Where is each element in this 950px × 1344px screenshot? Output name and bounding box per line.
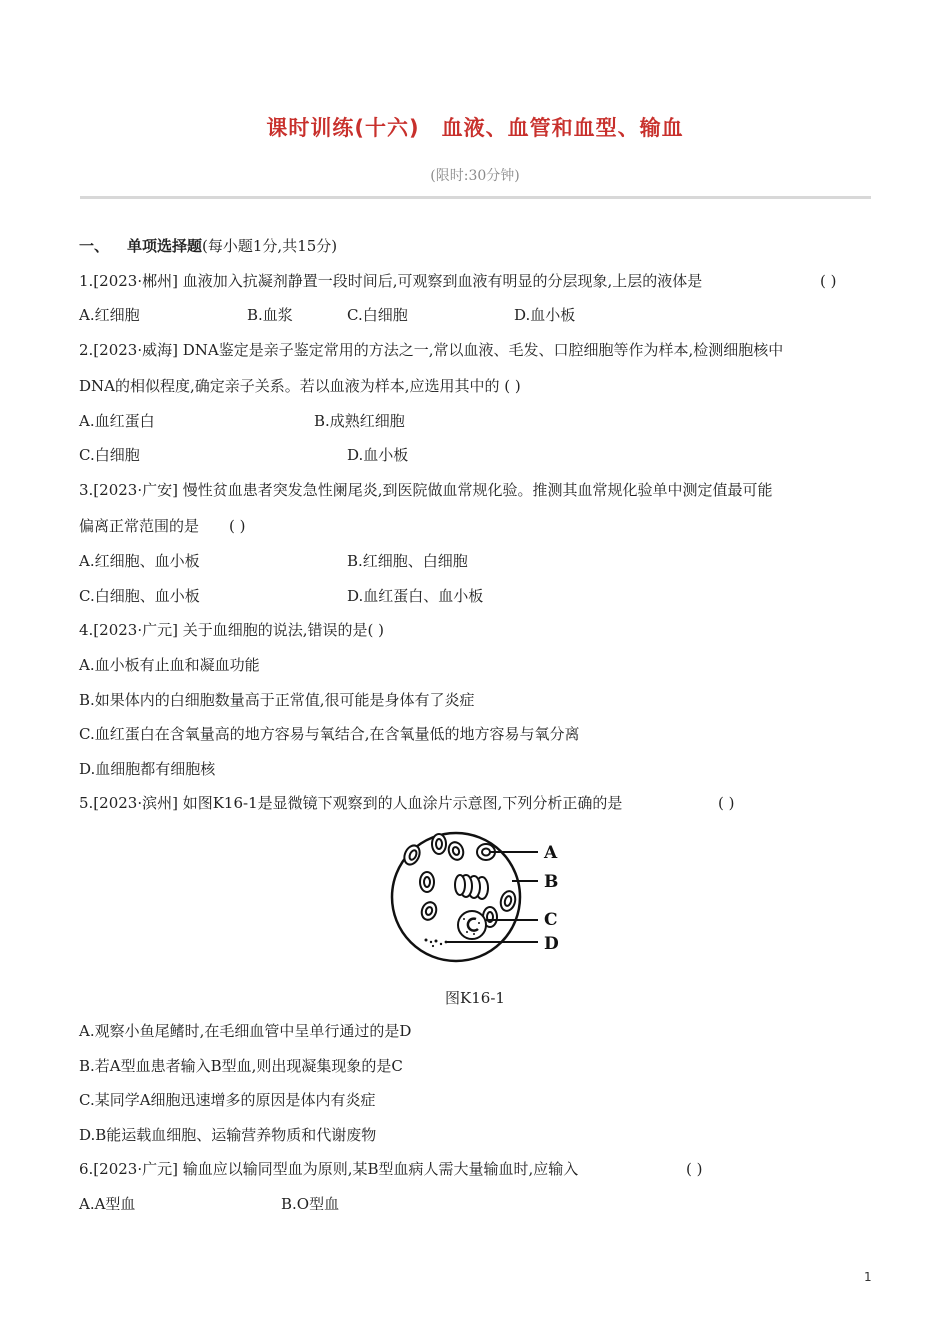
option: A.A型血: [79, 1195, 136, 1213]
blood-smear-figure: [386, 822, 566, 972]
question-2-stem: 2.[2023·威海] DNA鉴定是亲子鉴定常用的方法之一,常以血液、毛发、口腔细胞等作为样本,检测细胞核中: [79, 341, 784, 359]
option: C.白细胞、血小板: [79, 587, 200, 605]
figure-label-d: D: [544, 934, 559, 954]
question-2-stem-cont: DNA的相似程度,确定亲子关系。若以血液为样本,应选用其中的 ( ): [79, 377, 521, 395]
page-title: 课时训练(十六) 血液、血管和血型、输血: [266, 116, 684, 140]
header-divider: [80, 196, 871, 199]
question-5-stem: 5.[2023·滨州] 如图K16-1是显微镜下观察到的人血涂片示意图,下列分析正确的是: [79, 794, 623, 812]
question-3-stem-cont: 偏离正常范围的是 ( ): [79, 517, 246, 535]
option: B.成熟红细胞: [314, 412, 405, 430]
option: B.若A型血患者输入B型血,则出现凝集现象的是C: [79, 1057, 403, 1075]
option: A.红细胞、血小板: [79, 552, 200, 570]
answer-paren: ( ): [820, 272, 837, 290]
question-1-stem: 1.[2023·郴州] 血液加入抗凝剂静置一段时间后,可观察到血液有明显的分层现象,上层的液体是: [79, 272, 703, 290]
question-6-stem: 6.[2023·广元] 输血应以输同型血为原则,某B型血病人需大量输血时,应输入: [79, 1160, 579, 1178]
option: C.某同学A细胞迅速增多的原因是体内有炎症: [79, 1091, 376, 1109]
option: B.O型血: [281, 1195, 340, 1213]
option: D.血小板: [514, 306, 576, 324]
option: D.血细胞都有细胞核: [79, 760, 216, 778]
question-3-stem: 3.[2023·广安] 慢性贫血患者突发急性阑尾炎,到医院做血常规化验。推测其血常规化验单中测定值最可能: [79, 481, 773, 499]
time-limit: (限时:30分钟): [430, 168, 520, 184]
option: A.红细胞: [79, 306, 140, 324]
option: C.白细胞: [79, 446, 140, 464]
option: B.红细胞、白细胞: [347, 552, 468, 570]
page-number: 1: [864, 1270, 872, 1284]
answer-paren: ( ): [718, 794, 735, 812]
option: C.血红蛋白在含氧量高的地方容易与氧结合,在含氧量低的地方容易与氧分离: [79, 725, 580, 743]
option: A.血红蛋白: [79, 412, 155, 430]
option: B.血浆: [247, 306, 293, 324]
question-4-stem: 4.[2023·广元] 关于血细胞的说法,错误的是( ): [79, 621, 384, 639]
option: A.血小板有止血和凝血功能: [79, 656, 260, 674]
option: D.血红蛋白、血小板: [347, 587, 484, 605]
option: A.观察小鱼尾鳍时,在毛细血管中呈单行通过的是D: [79, 1022, 412, 1040]
option: C.白细胞: [347, 306, 408, 324]
figure-label-c: C: [544, 910, 558, 930]
answer-paren: ( ): [686, 1160, 703, 1178]
answer-paren: ( ): [229, 517, 246, 535]
section-heading: 一、 单项选择题(每小题1分,共15分): [79, 237, 338, 255]
option: B.如果体内的白细胞数量高于正常值,很可能是身体有了炎症: [79, 691, 475, 709]
option: D.血小板: [347, 446, 409, 464]
figure-caption: 图K16-1: [445, 989, 505, 1007]
option: D.B能运载血细胞、运输营养物质和代谢废物: [79, 1126, 377, 1144]
figure-label-b: B: [544, 872, 559, 892]
figure-label-a: A: [544, 843, 558, 863]
